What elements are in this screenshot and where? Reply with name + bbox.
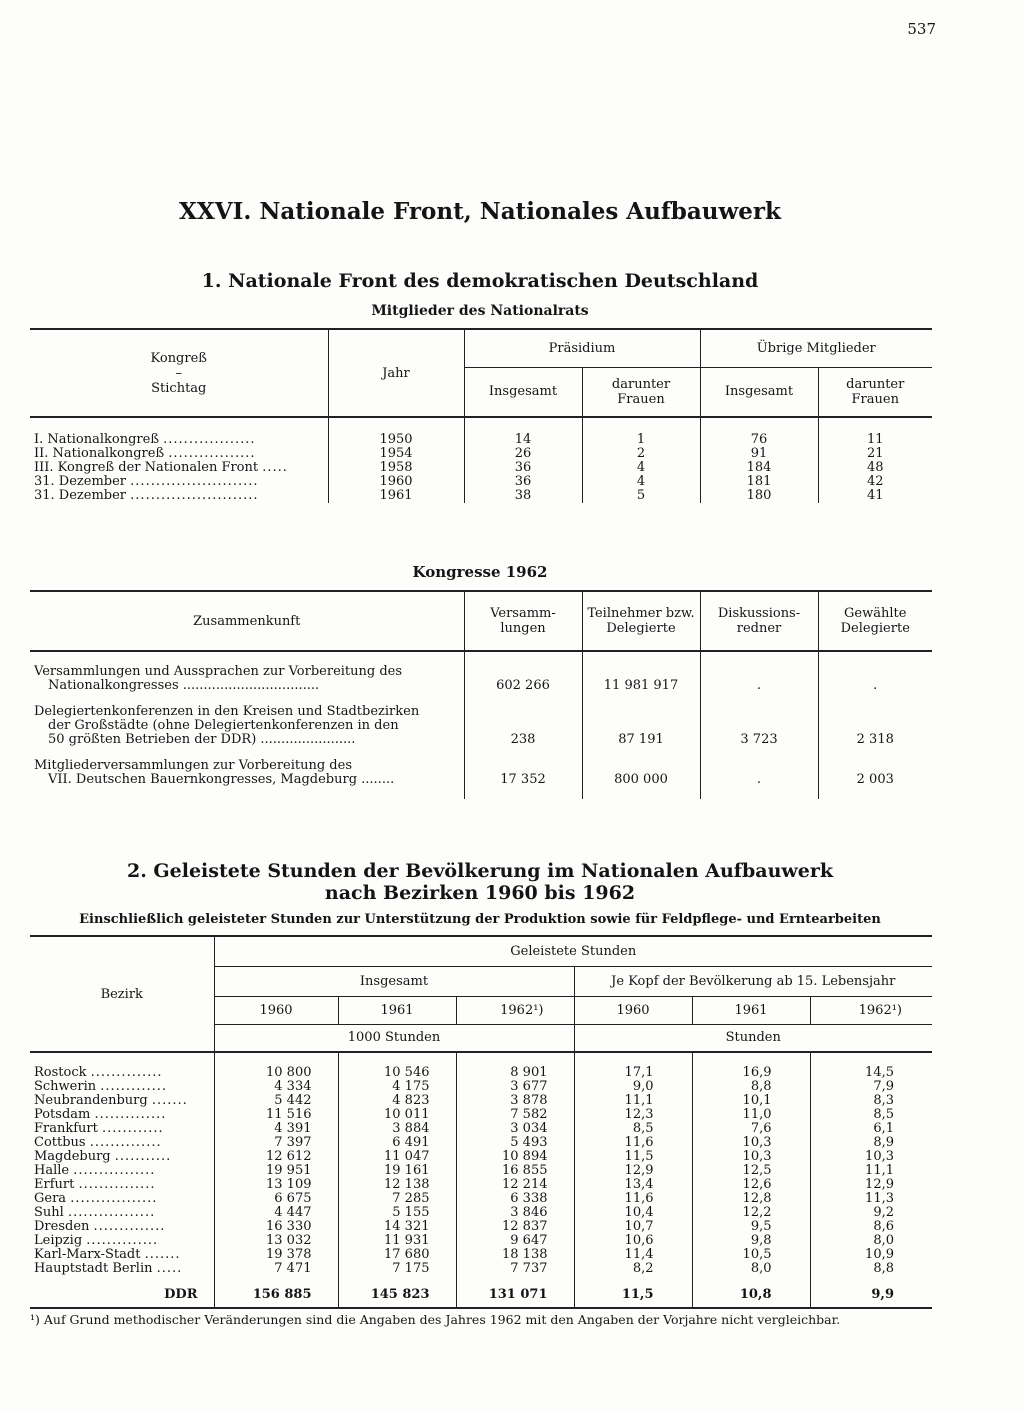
cell-vers: 17 352 — [464, 759, 582, 799]
leader-dots: ................. — [67, 1206, 156, 1220]
row-label-text: 31. Dezember — [34, 489, 127, 503]
row-label — [30, 1206, 214, 1220]
bezirk-name: Leipzig — [34, 1234, 83, 1248]
leader-dots: ........... — [114, 1150, 172, 1164]
row-label-text: III. Kongreß der Nationalen Front — [34, 461, 259, 475]
leader-dots: .............. — [86, 1234, 159, 1248]
table-row — [30, 1248, 932, 1262]
cell-jahr: 1960 — [328, 475, 464, 489]
table-nationalrat — [30, 328, 932, 503]
cell-value: 7,9 — [810, 1080, 932, 1094]
row-label — [30, 1094, 214, 1108]
head-teilnehmer: Teilnehmer bzw. Delegierte — [582, 591, 700, 651]
row-label — [30, 1192, 214, 1206]
cell-value: 10,1 — [692, 1094, 810, 1108]
cell-uebrige-frauen: 21 — [818, 447, 932, 461]
cell-value: 12,5 — [692, 1164, 810, 1178]
leader-dots: ..... — [156, 1262, 183, 1276]
cell-uebrige-insgesamt: 91 — [700, 447, 818, 461]
cell-value: 19 161 — [338, 1164, 456, 1178]
cell-value: 156 885 — [214, 1282, 338, 1308]
cell-value: 7 175 — [338, 1262, 456, 1276]
section2-title: 2. Geleistete Stunden der Bevölkerung im Nationalen Aufbauwerk nach Bezirken 1960 bis 1962 — [126, 860, 834, 904]
section1-title: 1. Nationale Front des demokratischen Deutschland — [201, 270, 759, 292]
table-row — [30, 1262, 932, 1276]
table-row — [30, 1122, 932, 1136]
cell-value: 18 138 — [456, 1248, 574, 1262]
cell-teil: 800 000 — [582, 759, 700, 799]
cell-jahr: 1958 — [328, 461, 464, 475]
row-label — [30, 1178, 214, 1192]
leader-dots: ............ — [102, 1122, 164, 1136]
row-label — [30, 475, 328, 489]
row-label — [30, 447, 328, 461]
row-label — [30, 1150, 214, 1164]
cell-value: 5 442 — [214, 1094, 338, 1108]
table-row — [30, 759, 932, 799]
table-row — [30, 1136, 932, 1150]
table2-caption: Kongresse 1962 — [412, 563, 548, 581]
cell-value: 3 878 — [456, 1094, 574, 1108]
cell-uebrige-frauen: 11 — [818, 433, 932, 447]
cell-value: 4 447 — [214, 1206, 338, 1220]
cell-value: 6,1 — [810, 1122, 932, 1136]
table-stunden-bezirke — [30, 935, 932, 1309]
row-label — [30, 1136, 214, 1150]
cell-value: 11 047 — [338, 1150, 456, 1164]
cell-uebrige-insgesamt: 76 — [700, 433, 818, 447]
row-label — [30, 461, 328, 475]
cell-teil: 87 191 — [582, 705, 700, 759]
cell-uebrige-frauen: 41 — [818, 489, 932, 503]
bezirk-name: DDR — [164, 1286, 198, 1302]
head-versammlungen: Versamm- lungen — [464, 591, 582, 651]
row-label — [30, 1164, 214, 1178]
row-label — [30, 759, 464, 799]
cell-value: 10 546 — [338, 1066, 456, 1080]
cell-value: 10,5 — [692, 1248, 810, 1262]
head-year: 1962¹) — [456, 996, 574, 1024]
cell-value: 8 901 — [456, 1066, 574, 1080]
cell-praesidium-insgesamt: 26 — [464, 447, 582, 461]
head-year: 1961 — [692, 996, 810, 1024]
head-jekopf: Je Kopf der Bevölkerung ab 15. Lebensjahr — [574, 966, 932, 996]
cell-value: 11,1 — [810, 1164, 932, 1178]
cell-value: 6 491 — [338, 1136, 456, 1150]
bezirk-name: Neubrandenburg — [34, 1094, 148, 1108]
cell-praesidium-frauen: 4 — [582, 475, 700, 489]
bezirk-name: Rostock — [34, 1066, 87, 1080]
table-row — [30, 1220, 932, 1234]
cell-value: 3 884 — [338, 1122, 456, 1136]
table-row — [30, 1094, 932, 1108]
leader-dots: .................. — [163, 433, 256, 447]
table-row — [30, 1192, 932, 1206]
cell-vers: 238 — [464, 705, 582, 759]
row-label — [30, 1248, 214, 1262]
cell-value: 9,9 — [810, 1282, 932, 1308]
leader-dots: ....... — [144, 1248, 181, 1262]
table-row — [30, 1150, 932, 1164]
cell-value: 8,0 — [692, 1262, 810, 1276]
cell-value: 3 034 — [456, 1122, 574, 1136]
cell-value: 10,8 — [692, 1282, 810, 1308]
row-label — [30, 1262, 214, 1276]
row-label-line: VII. Deutschen Bauernkongresses, Magdeburg ........ — [48, 773, 395, 787]
table-row — [30, 433, 932, 447]
chapter-title: XXVI. Nationale Front, Nationales Aufbauwerk — [179, 198, 781, 225]
row-label-line: Versammlungen und Aussprachen zur Vorbereitung des — [34, 665, 403, 679]
table-row — [30, 1234, 932, 1248]
head-year: 1960 — [574, 996, 692, 1024]
table-row — [30, 447, 932, 461]
head-u-darunter: darunter Frauen — [818, 367, 932, 417]
cell-uebrige-insgesamt: 181 — [700, 475, 818, 489]
bezirk-name: Gera — [34, 1192, 67, 1206]
bezirk-name: Cottbus — [34, 1136, 86, 1150]
cell-value: 8,8 — [692, 1080, 810, 1094]
cell-value: 12,8 — [692, 1192, 810, 1206]
bezirk-name: Suhl — [34, 1206, 64, 1220]
cell-value: 8,6 — [810, 1220, 932, 1234]
cell-value: 8,0 — [810, 1234, 932, 1248]
cell-value: 12,2 — [692, 1206, 810, 1220]
cell-value: 9 647 — [456, 1234, 574, 1248]
cell-value: 8,2 — [574, 1262, 692, 1276]
cell-value: 10 011 — [338, 1108, 456, 1122]
table-row — [30, 1108, 932, 1122]
cell-value: 5 493 — [456, 1136, 574, 1150]
leader-dots: ................. — [168, 447, 256, 461]
cell-value: 10,9 — [810, 1248, 932, 1262]
cell-value: 7 285 — [338, 1192, 456, 1206]
cell-value: 10,7 — [574, 1220, 692, 1234]
cell-praesidium-frauen: 4 — [582, 461, 700, 475]
head-p-darunter: darunter Frauen — [582, 367, 700, 417]
cell-value: 14 321 — [338, 1220, 456, 1234]
cell-value: 5 155 — [338, 1206, 456, 1220]
cell-value: 10,3 — [810, 1150, 932, 1164]
cell-value: 131 071 — [456, 1282, 574, 1308]
bezirk-name: Magdeburg — [34, 1150, 111, 1164]
row-label-line: 50 größten Betrieben der DDR) ....................... — [48, 733, 356, 747]
cell-praesidium-frauen: 1 — [582, 433, 700, 447]
cell-praesidium-insgesamt: 36 — [464, 475, 582, 489]
leader-dots: ......................... — [130, 475, 259, 489]
cell-value: 7 582 — [456, 1108, 574, 1122]
cell-value: 10,6 — [574, 1234, 692, 1248]
table-row — [30, 1206, 932, 1220]
head-insgesamt: Insgesamt — [214, 966, 574, 996]
cell-value: 12,6 — [692, 1178, 810, 1192]
row-label — [30, 433, 328, 447]
cell-value: 6 675 — [214, 1192, 338, 1206]
row-label — [30, 489, 328, 503]
cell-uebrige-frauen: 48 — [818, 461, 932, 475]
section2-note: Einschließlich geleisteter Stunden zur Unterstützung der Produktion sowie für Feldpflege- und Erntearbeiten — [79, 912, 881, 927]
cell-value: 12 214 — [456, 1178, 574, 1192]
leader-dots: ............... — [78, 1178, 156, 1192]
row-label-text: 31. Dezember — [34, 475, 127, 489]
row-label-line: Delegiertenkonferenzen in den Kreisen und Stadtbezirken — [34, 705, 420, 719]
cell-value: 13 032 — [214, 1234, 338, 1248]
cell-value: 11,1 — [574, 1094, 692, 1108]
head-bezirk: Bezirk — [30, 936, 214, 1052]
cell-value: 7 397 — [214, 1136, 338, 1150]
cell-uebrige-frauen: 42 — [818, 475, 932, 489]
table-row — [30, 665, 932, 705]
bezirk-name: Halle — [34, 1164, 70, 1178]
row-label — [30, 1220, 214, 1234]
footnote: ¹) Auf Grund methodischer Veränderungen sind die Angaben des Jahres 1962 mit den Angaben der Vorjahre nicht vergleichbar. — [30, 1312, 841, 1327]
cell-value: 8,3 — [810, 1094, 932, 1108]
cell-value: 10,3 — [692, 1136, 810, 1150]
cell-value: 4 334 — [214, 1080, 338, 1094]
total-row — [30, 1282, 932, 1308]
page-number: 537 — [907, 20, 936, 38]
cell-jahr: 1954 — [328, 447, 464, 461]
cell-value: 12 837 — [456, 1220, 574, 1234]
cell-teil: 11 981 917 — [582, 665, 700, 705]
table1-caption: Mitglieder des Nationalrats — [371, 303, 589, 319]
cell-praesidium-insgesamt: 38 — [464, 489, 582, 503]
cell-value: 8,9 — [810, 1136, 932, 1150]
cell-disk: . — [700, 665, 818, 705]
cell-value: 11,3 — [810, 1192, 932, 1206]
cell-gew: . — [818, 665, 932, 705]
cell-value: 13,4 — [574, 1178, 692, 1192]
head-u-insgesamt: Insgesamt — [700, 367, 818, 417]
cell-value: 16 855 — [456, 1164, 574, 1178]
cell-value: 6 338 — [456, 1192, 574, 1206]
table-row — [30, 1164, 932, 1178]
cell-value: 9,0 — [574, 1080, 692, 1094]
bezirk-name: Potsdam — [34, 1108, 91, 1122]
cell-value: 4 391 — [214, 1122, 338, 1136]
cell-value: 8,5 — [810, 1108, 932, 1122]
bezirk-name: Dresden — [34, 1220, 90, 1234]
cell-praesidium-frauen: 2 — [582, 447, 700, 461]
leader-dots: .............. — [89, 1136, 162, 1150]
row-label-line: der Großstädte (ohne Delegiertenkonferenzen in den — [48, 719, 399, 733]
cell-value: 7,6 — [692, 1122, 810, 1136]
cell-value: 11,5 — [574, 1150, 692, 1164]
cell-value: 10,4 — [574, 1206, 692, 1220]
bezirk-name: Schwerin — [34, 1080, 97, 1094]
cell-value: 10 800 — [214, 1066, 338, 1080]
row-label — [30, 1234, 214, 1248]
cell-praesidium-frauen: 5 — [582, 489, 700, 503]
head-uebrige: Übrige Mitglieder — [700, 329, 932, 367]
row-label — [30, 1080, 214, 1094]
leader-dots: .............. — [90, 1066, 163, 1080]
cell-uebrige-insgesamt: 184 — [700, 461, 818, 475]
cell-value: 12 612 — [214, 1150, 338, 1164]
table-row — [30, 1080, 932, 1094]
bezirk-name: Erfurt — [34, 1178, 75, 1192]
cell-jahr: 1961 — [328, 489, 464, 503]
leader-dots: ....... — [151, 1094, 188, 1108]
cell-value: 145 823 — [338, 1282, 456, 1308]
cell-value: 11,5 — [574, 1282, 692, 1308]
head-year: 1962¹) — [810, 996, 932, 1024]
table-row — [30, 475, 932, 489]
cell-vers: 602 266 — [464, 665, 582, 705]
cell-gew: 2 318 — [818, 705, 932, 759]
cell-praesidium-insgesamt: 14 — [464, 433, 582, 447]
cell-value: 11 516 — [214, 1108, 338, 1122]
cell-value: 4 823 — [338, 1094, 456, 1108]
head-year: 1960 — [214, 996, 338, 1024]
cell-value: 9,8 — [692, 1234, 810, 1248]
cell-value: 13 109 — [214, 1178, 338, 1192]
cell-value: 12 138 — [338, 1178, 456, 1192]
cell-value: 3 846 — [456, 1206, 574, 1220]
cell-disk: . — [700, 759, 818, 799]
cell-uebrige-insgesamt: 180 — [700, 489, 818, 503]
bezirk-name: Frankfurt — [34, 1122, 98, 1136]
row-label — [30, 705, 464, 759]
row-label-line: Mitgliederversammlungen zur Vorbereitung des — [34, 759, 352, 773]
bezirk-name: Hauptstadt Berlin — [34, 1262, 153, 1276]
cell-value: 16,9 — [692, 1066, 810, 1080]
cell-value: 8,8 — [810, 1262, 932, 1276]
cell-value: 12,3 — [574, 1108, 692, 1122]
leader-dots: .............. — [93, 1220, 166, 1234]
cell-disk: 3 723 — [700, 705, 818, 759]
table-row — [30, 461, 932, 475]
cell-value: 11,6 — [574, 1136, 692, 1150]
bezirk-name: Karl-Marx-Stadt — [34, 1248, 141, 1262]
row-label-text: I. Nationalkongreß — [34, 433, 160, 447]
cell-value: 12,9 — [574, 1164, 692, 1178]
cell-jahr: 1950 — [328, 433, 464, 447]
unit-left: 1000 Stunden — [214, 1024, 574, 1052]
cell-value: 17,1 — [574, 1066, 692, 1080]
cell-value: 11,4 — [574, 1248, 692, 1262]
leader-dots: ............. — [100, 1080, 167, 1094]
cell-value: 3 677 — [456, 1080, 574, 1094]
cell-value: 11,0 — [692, 1108, 810, 1122]
table-row — [30, 1066, 932, 1080]
table-row — [30, 1178, 932, 1192]
cell-value: 19 951 — [214, 1164, 338, 1178]
cell-value: 14,5 — [810, 1066, 932, 1080]
head-zusammenkunft: Zusammenkunft — [193, 613, 301, 629]
cell-value: 10,3 — [692, 1150, 810, 1164]
head-diskussionsredner: Diskussions- redner — [700, 591, 818, 651]
row-label — [30, 665, 464, 705]
head-p-insgesamt: Insgesamt — [464, 367, 582, 417]
cell-value: 12,9 — [810, 1178, 932, 1192]
cell-praesidium-insgesamt: 36 — [464, 461, 582, 475]
cell-value: 7 737 — [456, 1262, 574, 1276]
cell-value: 10 894 — [456, 1150, 574, 1164]
row-label — [30, 1066, 214, 1080]
cell-value: 4 175 — [338, 1080, 456, 1094]
row-label — [30, 1282, 214, 1308]
cell-value: 8,5 — [574, 1122, 692, 1136]
row-label — [30, 1108, 214, 1122]
leader-dots: ......................... — [130, 489, 259, 503]
table-row — [30, 705, 932, 759]
table-kongresse-1962 — [30, 590, 932, 799]
cell-value: 19 378 — [214, 1248, 338, 1262]
cell-gew: 2 003 — [818, 759, 932, 799]
row-label — [30, 1122, 214, 1136]
leader-dots: ................. — [70, 1192, 158, 1206]
cell-value: 16 330 — [214, 1220, 338, 1234]
leader-dots: ..... — [262, 461, 288, 475]
head-kongress: Kongreß – Stichtag — [30, 329, 328, 417]
head-year: 1961 — [338, 996, 456, 1024]
cell-value: 9,2 — [810, 1206, 932, 1220]
cell-value: 7 471 — [214, 1262, 338, 1276]
leader-dots: .............. — [94, 1108, 167, 1122]
row-label-text: II. Nationalkongreß — [34, 447, 165, 461]
cell-value: 17 680 — [338, 1248, 456, 1262]
cell-value: 11,6 — [574, 1192, 692, 1206]
table-row — [30, 489, 932, 503]
leader-dots: ................ — [73, 1164, 156, 1178]
head-jahr: Jahr — [328, 329, 464, 417]
head-geleistete: Geleistete Stunden — [214, 936, 932, 966]
cell-value: 11 931 — [338, 1234, 456, 1248]
unit-right: Stunden — [574, 1024, 932, 1052]
head-praesidium: Präsidium — [464, 329, 700, 367]
cell-value: 9,5 — [692, 1220, 810, 1234]
row-label-line: Nationalkongresses ................................. — [48, 679, 320, 693]
head-gewaehlte: Gewählte Delegierte — [818, 591, 932, 651]
